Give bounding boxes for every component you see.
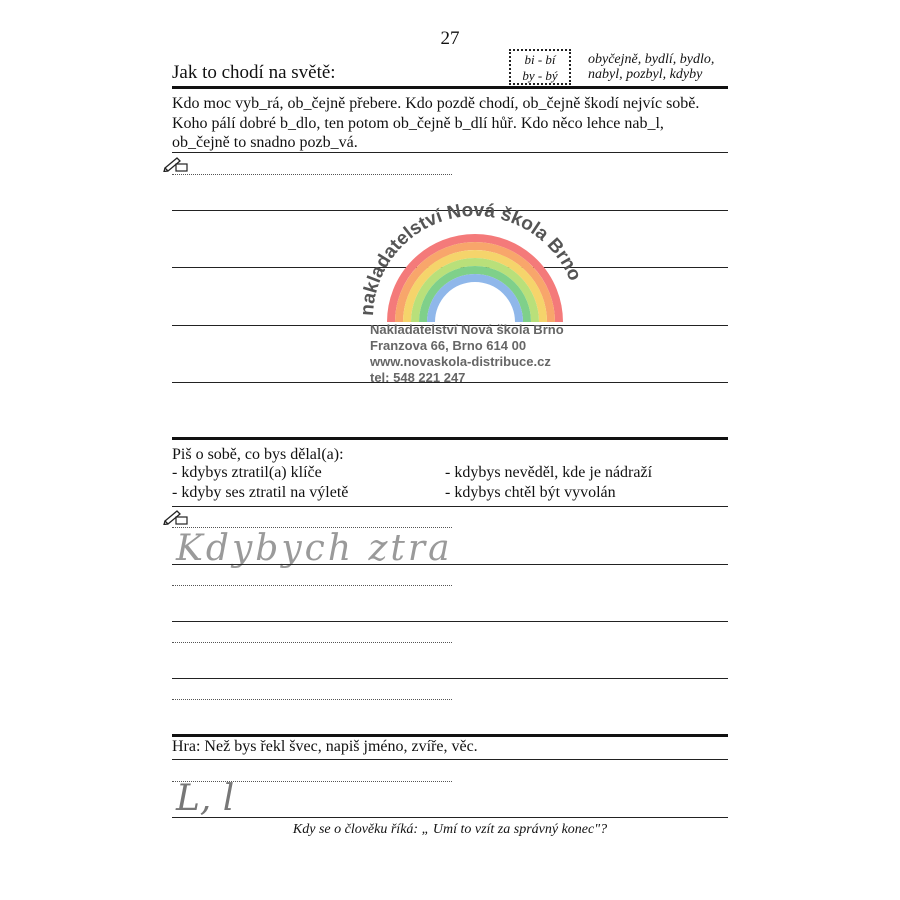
writing-line bbox=[172, 817, 728, 818]
section-rule bbox=[172, 437, 728, 440]
handwriting-sample: Kdybych ztra bbox=[176, 528, 453, 569]
publisher-line: www.novaskola-distribuce.cz bbox=[370, 354, 551, 369]
handwriting-sample: L, l bbox=[176, 778, 235, 819]
writing-line bbox=[172, 152, 728, 153]
header-rule bbox=[172, 86, 728, 89]
example-words-line-1: obyčejně, bydlí, bydlo, bbox=[588, 52, 715, 67]
publisher-address bbox=[370, 322, 564, 386]
logo-arc-textpath: nakladatelství Nová škola Brno bbox=[356, 200, 586, 317]
example-words bbox=[588, 52, 714, 82]
spelling-rule-box bbox=[509, 49, 571, 85]
publisher-line: tel: 548 221 247 bbox=[370, 370, 466, 385]
rule-line-1: bi - bí bbox=[524, 52, 556, 67]
writing-line bbox=[172, 678, 728, 679]
rule-line-2: by - bý bbox=[522, 68, 558, 83]
section-title: Jak to chodí na světě: bbox=[172, 62, 336, 83]
footer-question: Kdy se o člověku říká: „ Umí to vzít za správný konec"? bbox=[292, 822, 608, 837]
exercise2-item: - kdybys chtěl být vyvolán bbox=[445, 484, 616, 501]
writing-line bbox=[172, 564, 728, 565]
guide-line bbox=[172, 585, 452, 586]
exercise1-line: Kdo moc vyb_rá, ob_čejně přebere. Kdo pozdě chodí, ob_čejně škodí nejvíc sobě. bbox=[172, 95, 700, 112]
writing-line bbox=[172, 621, 728, 622]
publisher-logo bbox=[345, 200, 605, 330]
writing-line bbox=[172, 759, 728, 760]
guide-line bbox=[172, 699, 452, 700]
writing-line bbox=[172, 506, 728, 507]
section-rule bbox=[172, 734, 728, 737]
pencil-writing-icon bbox=[163, 154, 189, 172]
publisher-line: Nakladatelství Nová škola Brno bbox=[370, 322, 564, 337]
publisher-line: Franzova 66, Brno 614 00 bbox=[370, 338, 527, 353]
exercise1-line: ob_čejně to snadno pozb_vá. bbox=[172, 134, 358, 151]
guide-line bbox=[172, 642, 452, 643]
exercise3-prompt: Hra: Než bys řekl švec, napiš jméno, zvíře, věc. bbox=[172, 738, 478, 755]
exercise2-item: - kdybys ztratil(a) klíče bbox=[172, 464, 322, 481]
rainbow-logo bbox=[391, 238, 559, 322]
exercise1-line: Koho pálí dobré b_dlo, ten potom ob_čejně b_dlí hůř. Kdo něco lehce nab_l, bbox=[172, 114, 664, 132]
example-words-line-2: nabyl, pozbyl, kdyby bbox=[588, 67, 703, 82]
exercise1-text bbox=[172, 94, 730, 153]
pencil-writing-icon bbox=[163, 507, 189, 525]
exercise2-item: - kdybys nevěděl, kde je nádraží bbox=[445, 464, 653, 481]
guide-line bbox=[172, 174, 452, 175]
exercise2-prompt: Piš o sobě, co bys dělal(a): bbox=[172, 446, 344, 463]
page-number: 27 bbox=[440, 28, 460, 49]
exercise2-item: - kdyby ses ztratil na výletě bbox=[172, 484, 349, 501]
